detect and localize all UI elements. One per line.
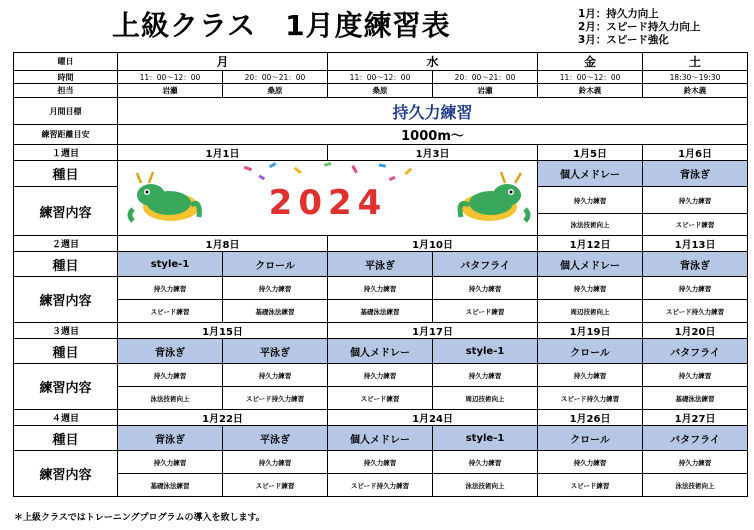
- content-cell: 持久力練習: [328, 451, 433, 474]
- content-cell: 周辺技術向上: [433, 387, 538, 410]
- event-cell: 背泳ぎ: [643, 252, 748, 277]
- teacher-cell: 桑原: [223, 84, 328, 98]
- content-cell: 泳法技術向上: [643, 474, 748, 497]
- footnote: ＊上級クラスではトレーニングプログラムの導入を致します。: [14, 513, 265, 523]
- time-cell: 18:30～19:30: [643, 71, 748, 84]
- content-cell: 持久力練習: [643, 451, 748, 474]
- day-wed: 水: [328, 53, 538, 71]
- content-cell: 基礎泳法練習: [223, 300, 328, 323]
- date-cell: 1月3日: [328, 145, 538, 161]
- date-cell: 1月1日: [118, 145, 328, 161]
- event-cell: 背泳ぎ: [643, 161, 748, 187]
- time-cell: 20：00～21：00: [433, 71, 538, 84]
- event-cell: バタフライ: [433, 252, 538, 277]
- goal-line: 1月：持久力向上: [578, 8, 659, 20]
- date-cell: 1月19日: [538, 323, 643, 339]
- day-sat: 土: [643, 53, 748, 71]
- event-cell: クロール: [538, 339, 643, 364]
- item-label: 種目: [14, 339, 118, 364]
- content-cell: スピード持久力練習: [223, 387, 328, 410]
- teacher-cell: 岩瀬: [118, 84, 223, 98]
- content-cell: 持久力練習: [538, 451, 643, 474]
- content-cell: 周辺技術向上: [538, 300, 643, 323]
- date-cell: 1月10日: [328, 236, 538, 252]
- content-cell: 持久力練習: [643, 277, 748, 300]
- content-cell: 泳法技術向上: [538, 214, 643, 236]
- confetti: [243, 162, 412, 181]
- content-label: 練習内容: [14, 364, 118, 410]
- content-cell: スピード練習: [538, 474, 643, 497]
- event-cell: 背泳ぎ: [118, 339, 223, 364]
- content-cell: スピード練習: [433, 300, 538, 323]
- content-cell: 持久力練習: [538, 187, 643, 214]
- content-cell: 持久力練習: [223, 364, 328, 387]
- content-cell: 基礎泳法練習: [118, 474, 223, 497]
- content-cell: 持久力練習: [223, 451, 328, 474]
- content-cell: 持久力練習: [118, 277, 223, 300]
- goal-line: 2月：スピード持久力向上: [578, 21, 701, 33]
- date-cell: 1月20日: [643, 323, 748, 339]
- content-label: 練習内容: [14, 277, 118, 323]
- new-year-art: [118, 161, 538, 236]
- event-cell: 平泳ぎ: [223, 339, 328, 364]
- date-cell: 1月17日: [328, 323, 538, 339]
- item-label: 種目: [14, 252, 118, 277]
- content-cell: 持久力練習: [433, 364, 538, 387]
- content-label: 練習内容: [14, 187, 118, 236]
- event-cell: 個人メドレー: [538, 161, 643, 187]
- content-cell: スピード練習: [643, 214, 748, 236]
- year-text: 2024: [268, 183, 387, 223]
- weekday-label: 曜日: [14, 53, 118, 71]
- page-title: 上級クラス 1月度練習表: [112, 9, 451, 42]
- date-cell: 1月8日: [118, 236, 328, 252]
- teacher-cell: 岩瀬: [433, 84, 538, 98]
- event-cell: style-1: [433, 426, 538, 451]
- goal-line: 3月：スピード強化: [578, 34, 669, 46]
- monthly-goal: 持久力練習: [118, 98, 748, 125]
- content-cell: 持久力練習: [223, 277, 328, 300]
- time-cell: 20：00～21：00: [223, 71, 328, 84]
- event-cell: 個人メドレー: [328, 426, 433, 451]
- date-cell: 1月22日: [118, 410, 328, 426]
- time-cell: 11：00～12：00: [118, 71, 223, 84]
- teacher-cell: 桑原: [328, 84, 433, 98]
- time-label: 時間: [14, 71, 118, 84]
- time-cell: 11：00～12：00: [538, 71, 643, 84]
- content-cell: 持久力練習: [433, 451, 538, 474]
- content-cell: 持久力練習: [643, 364, 748, 387]
- content-cell: 基礎泳法練習: [643, 387, 748, 410]
- day-fri: 金: [538, 53, 643, 71]
- dragon-icon: [130, 172, 199, 221]
- content-cell: 持久力練習: [433, 277, 538, 300]
- event-cell: クロール: [223, 252, 328, 277]
- content-cell: 持久力練習: [328, 277, 433, 300]
- content-cell: 泳法技術向上: [433, 474, 538, 497]
- content-cell: スピード持久力練習: [328, 474, 433, 497]
- time-cell: 11：00～12：00: [328, 71, 433, 84]
- content-cell: スピード持久力練習: [538, 387, 643, 410]
- distance-value: 1000m～: [118, 125, 748, 145]
- week-label: ３週目: [14, 323, 118, 339]
- item-label: 種目: [14, 426, 118, 451]
- schedule-table: [13, 52, 748, 497]
- event-cell: 個人メドレー: [328, 339, 433, 364]
- event-cell: クロール: [538, 426, 643, 451]
- content-cell: スピード練習: [328, 387, 433, 410]
- day-mon: 月: [118, 53, 328, 71]
- teacher-cell: 鈴木義: [643, 84, 748, 98]
- event-cell: style-1: [118, 252, 223, 277]
- content-label: 練習内容: [14, 451, 118, 497]
- dragon-icon: [460, 172, 528, 221]
- date-cell: 1月13日: [643, 236, 748, 252]
- event-cell: 平泳ぎ: [328, 252, 433, 277]
- item-label: 種目: [14, 161, 118, 187]
- week-label: ２週目: [14, 236, 118, 252]
- content-cell: 持久力練習: [118, 364, 223, 387]
- date-cell: 1月24日: [328, 410, 538, 426]
- event-cell: 個人メドレー: [538, 252, 643, 277]
- monthly-goal-label: 月間目標: [14, 98, 118, 125]
- event-cell: 背泳ぎ: [118, 426, 223, 451]
- content-cell: 持久力練習: [538, 277, 643, 300]
- teacher-label: 担当: [14, 84, 118, 98]
- date-cell: 1月6日: [643, 145, 748, 161]
- new-year-2024-illustration: [119, 161, 537, 231]
- content-cell: 持久力練習: [328, 364, 433, 387]
- quarterly-goals: [578, 8, 700, 47]
- event-cell: style-1: [433, 339, 538, 364]
- content-cell: スピード持久力練習: [643, 300, 748, 323]
- event-cell: バタフライ: [643, 426, 748, 451]
- content-cell: 持久力練習: [643, 187, 748, 214]
- event-cell: バタフライ: [643, 339, 748, 364]
- week-label: ４週目: [14, 410, 118, 426]
- content-cell: 泳法技術向上: [118, 387, 223, 410]
- content-cell: 基礎泳法練習: [328, 300, 433, 323]
- date-cell: 1月26日: [538, 410, 643, 426]
- date-cell: 1月5日: [538, 145, 643, 161]
- date-cell: 1月12日: [538, 236, 643, 252]
- content-cell: スピード練習: [223, 474, 328, 497]
- content-cell: 持久力練習: [538, 364, 643, 387]
- date-cell: 1月15日: [118, 323, 328, 339]
- week-label: １週目: [14, 145, 118, 161]
- content-cell: 持久力練習: [118, 451, 223, 474]
- date-cell: 1月27日: [643, 410, 748, 426]
- teacher-cell: 鈴木義: [538, 84, 643, 98]
- event-cell: 平泳ぎ: [223, 426, 328, 451]
- content-cell: スピード練習: [118, 300, 223, 323]
- distance-label: 練習距離目安: [14, 125, 118, 145]
